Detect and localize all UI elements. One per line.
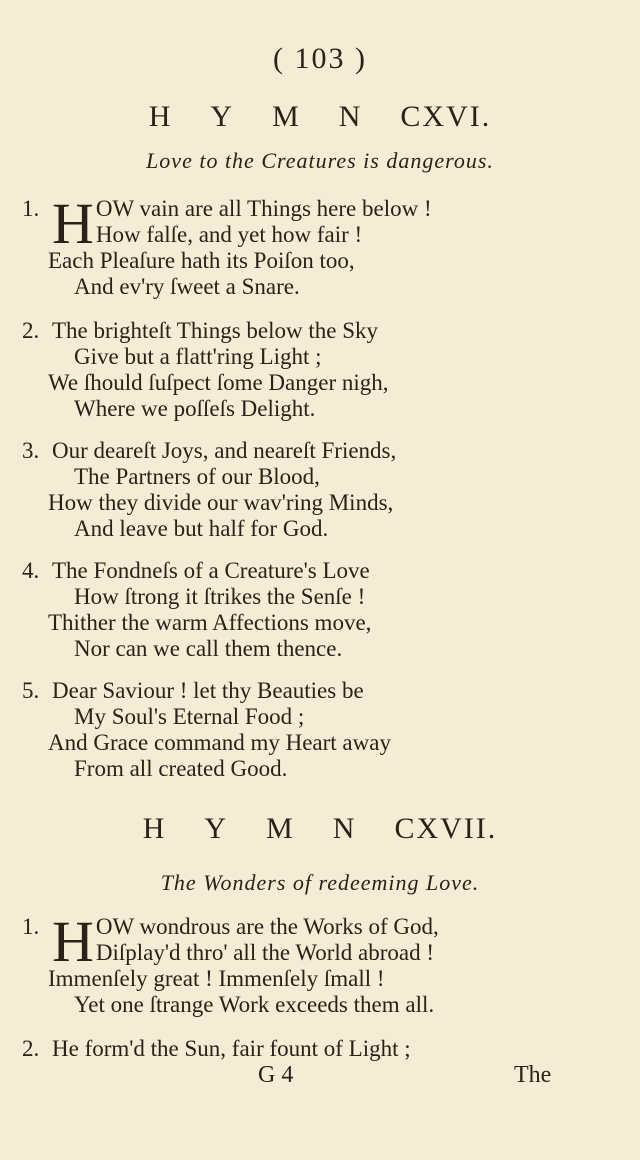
verse-line: How they divide our wav'ring Minds,: [48, 490, 394, 515]
verse-line: Give but a flatt'ring Light ;: [74, 344, 322, 369]
verse-line: How ſtrong it ſtrikes the Senſe !: [74, 584, 366, 609]
page-number: ( 103 ): [273, 42, 367, 75]
hymn-title-number: CXVI.: [400, 100, 492, 133]
verse-number: 5.: [22, 678, 40, 703]
verse-line: Where we poſſeſs Delight.: [74, 396, 316, 421]
verse-line: We ſhould ſuſpect ſome Danger nigh,: [48, 370, 389, 395]
verse-number: 3.: [22, 438, 40, 463]
verse-line: From all created Good.: [74, 756, 288, 781]
hymn-title-letter: M: [266, 812, 295, 845]
verse-number: 4.: [22, 558, 40, 583]
verse-line: Immenſely great ! Immenſely ſmall !: [48, 966, 385, 991]
verse-line: Yet one ſtrange Work exceeds them all.: [74, 992, 435, 1017]
verse: [22, 318, 622, 422]
verse-line: The Partners of our Blood,: [74, 464, 320, 489]
verse: [22, 191, 622, 300]
verse: [22, 909, 622, 1018]
verse-line: OW wondrous are the Works of God,: [95, 914, 439, 939]
hymn-title-number: CXVII.: [394, 812, 498, 845]
verse-number: 1.: [22, 196, 40, 221]
signature-mark: G 4: [258, 1062, 294, 1088]
verse-line: And Grace command my Heart away: [48, 730, 391, 755]
hymn-title-letter: Y: [204, 812, 229, 845]
verse-line: And ev'ry ſweet a Snare.: [74, 274, 300, 299]
hymn-title: [0, 100, 640, 134]
verse-number: 1.: [22, 914, 40, 939]
hymn-title-letter: N: [338, 100, 363, 133]
hymn-title-letter: N: [332, 812, 357, 845]
verse: [22, 558, 622, 662]
verse-line: Dear Saviour ! let thy Beauties be: [52, 678, 364, 703]
hymn-subtitle: Love to the Creatures is dangerous.: [146, 148, 494, 173]
drop-cap: H: [52, 191, 94, 256]
verse-line: Nor can we call them thence.: [74, 636, 343, 661]
verse-number: 2.: [22, 1036, 40, 1061]
hymn-title: [0, 812, 640, 846]
verse: [22, 678, 622, 782]
verse-line: Thither the warm Affections move,: [48, 610, 372, 635]
verse: [22, 438, 622, 542]
verse-line: The brighteſt Things below the Sky: [52, 318, 379, 343]
verse-line: The Fondneſs of a Creature's Love: [52, 558, 370, 583]
hymn-title-letter: M: [272, 100, 301, 133]
verse-line: And leave but half for God.: [74, 516, 329, 541]
verse-line: My Soul's Eternal Food ;: [74, 704, 305, 729]
drop-cap: H: [52, 909, 94, 974]
hymn-title-letter: H: [142, 812, 167, 845]
verse-line: How falſe, and yet how fair !: [95, 222, 363, 247]
verse-line: OW vain are all Things here below !: [95, 196, 432, 221]
hymn-subtitle: The Wonders of redeeming Love.: [160, 870, 480, 895]
verse: [22, 1036, 622, 1062]
verse-line: Our deareſt Joys, and neareſt Friends,: [52, 438, 397, 463]
verse-line: He form'd the Sun, fair fount of Light ;: [52, 1036, 411, 1061]
verse-number: 2.: [22, 318, 40, 343]
hymn-title-letter: Y: [210, 100, 235, 133]
catchword: The: [514, 1062, 552, 1088]
hymn-title-letter: H: [148, 100, 173, 133]
verse-line: Diſplay'd thro' all the World abroad !: [95, 940, 435, 965]
page-footer: [0, 1062, 640, 1092]
verse-line: Each Pleaſure hath its Poiſon too,: [48, 248, 355, 273]
